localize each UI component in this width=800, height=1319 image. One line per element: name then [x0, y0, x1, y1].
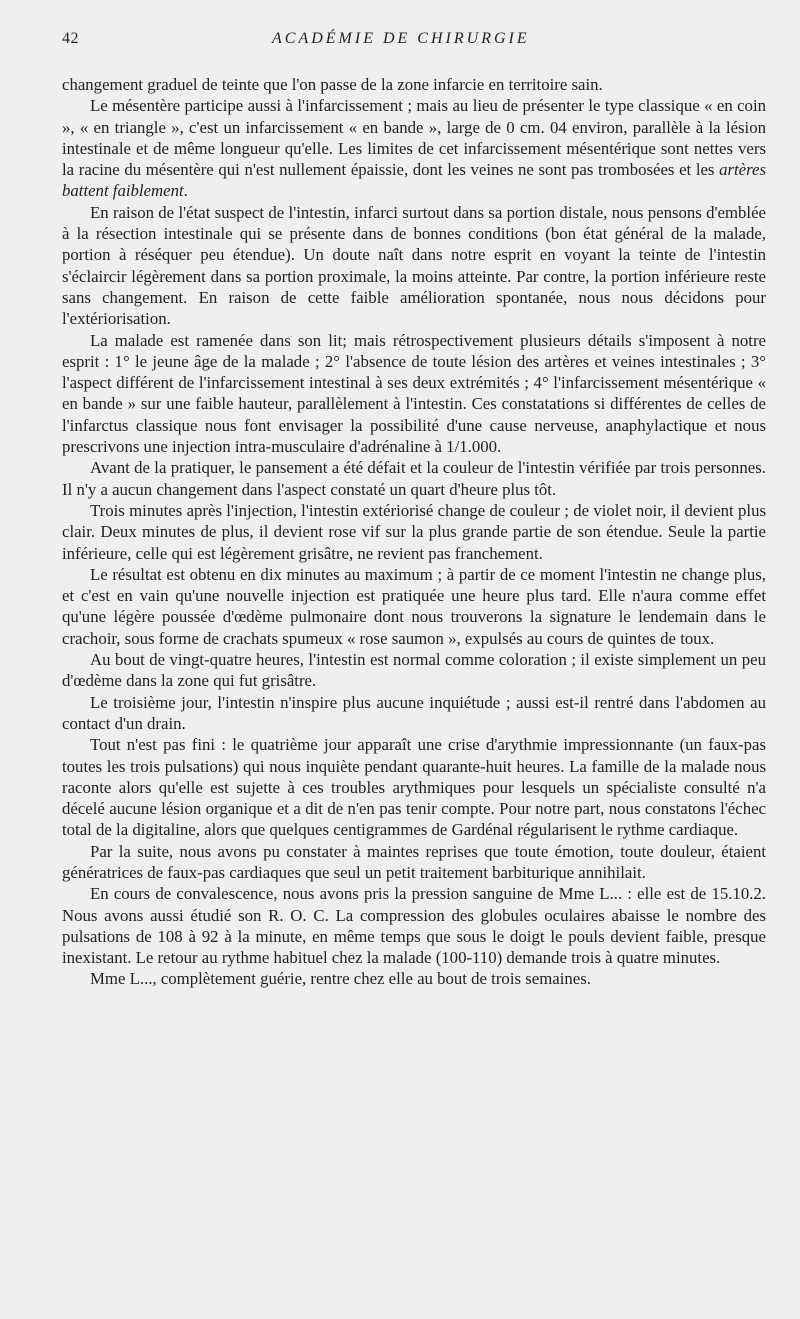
paragraph-text: Au bout de vingt-quatre heures, l'intestin est normal comme coloration ; il existe simplement un peu d'œdème dans la zone qui fut grisâtre.	[62, 650, 766, 691]
document-body	[62, 74, 766, 990]
paragraph-7	[62, 564, 766, 649]
paragraph-text: Tout n'est pas fini : le quatrième jour apparaît une crise d'arythmie impressionnante (un faux-pas toutes les trois pulsations) qui nous inquiète pendant quarante-huit heures. La famille de la malade nous raconte alors qu'elle est sujette à ces troubles arythmiques pour lesquels un spécialiste consulté n'a décelé aucune lésion organique et a dit de n'en pas tenir compte. Pour notre part, nous constatons l'échec total de la digitaline, alors que quelques centigrammes de Gardénal régularisent le rythme cardiaque.	[62, 735, 766, 840]
paragraph-text: En cours de convalescence, nous avons pris la pression sanguine de Mme L... : elle est de 15.10.2. Nous avons aussi étudié son R. O. C. La compression des globules oculaires abaisse le nombre des pulsations de 108 à 92 à la minute, en même temps que sous le doigt le pouls devient faible, presque inexistant. Le retour au rythme habituel chez la malade (100-110) demande trois à quatre minutes.	[62, 884, 766, 968]
paragraph-11	[62, 841, 766, 884]
paragraph-2	[62, 95, 766, 201]
paragraph-5	[62, 457, 766, 500]
paragraph-4	[62, 330, 766, 458]
paragraph-text: Trois minutes après l'injection, l'intestin extériorisé change de couleur ; de violet noir, il devient plus clair. Deux minutes de plus, il devient rose vif sur la plus grande partie de son étendue. Seule la partie inférieure, celle qui est légèrement grisâtre, ne revient pas franchement.	[62, 500, 766, 563]
page-header	[62, 30, 760, 60]
paragraph-10	[62, 734, 766, 840]
paragraph-8	[62, 649, 766, 692]
page-number: 42	[62, 30, 79, 47]
paragraph-text: Avant de la pratiquer, le pansement a été défait et la couleur de l'intestin vérifiée par trois personnes. Il n'y a aucun changement dans l'aspect constaté un quart d'heure plus tôt.	[62, 458, 766, 499]
paragraph-emphasis: artères battent faiblement	[62, 160, 766, 201]
paragraph-text: Le troisième jour, l'intestin n'inspire plus aucune inquiétude ; aussi est-il rentré dans l'abdomen au contact d'un drain.	[62, 692, 766, 733]
paragraph-9	[62, 692, 766, 735]
paragraph-text: En raison de l'état suspect de l'intestin, infarci surtout dans sa portion distale, nous pensons d'emblée à la résection intestinale qui se présente dans de bonnes conditions (bon état général de la malade, portion à réséquer peu étendue). Un doute naît dans notre esprit en voyant la teinte de l'intestin s'éclaircir légèrement dans sa portion proximale, la moins atteinte. Par contre, la portion inférieure reste sans changement. En raison de cette faible amélioration spontanée, nous nous décidons pour l'extériorisation.	[62, 202, 766, 329]
paragraph-text: Le mésentère participe aussi à l'infarcissement ; mais au lieu de présenter le type classique « en coin », « en triangle », c'est un infarcissement « en bande », large de 0 cm. 04 environ, parallèle à la lésion intestinale et de même longueur qu'elle. Les limites de cet infarcissement mésentérique sont nettes vers la racine du mésentère qui n'est nullement épaissie, dont les veines ne sont pas trombosées et les	[62, 96, 766, 180]
paragraph-tail: .	[183, 181, 188, 201]
paragraph-6	[62, 500, 766, 564]
paragraph-text: Par la suite, nous avons pu constater à maintes reprises que toute émotion, toute douleur, étaient génératrices de faux-pas cardiaques que seul un petit traitement barbiturique annihilait.	[62, 841, 766, 882]
paragraph-text: Le résultat est obtenu en dix minutes au maximum ; à partir de ce moment l'intestin ne change plus, et c'est en vain qu'une nouvelle injection est pratiquée une heure plus tard. Elle n'aura comme effet qu'une légère poussée d'œdème pulmonaire dont nous trouverons la signature le lendemain dans le crachoir, sous forme de crachats spumeux « rose saumon », expulsés au cours de quintes de toux.	[62, 564, 766, 648]
paragraph-12	[62, 883, 766, 968]
paragraph-text: Mme L..., complètement guérie, rentre chez elle au bout de trois semaines.	[90, 969, 591, 989]
paragraph-1	[62, 74, 766, 95]
paragraph-3	[62, 202, 766, 330]
paragraph-text: changement graduel de teinte que l'on passe de la zone infarcie en territoire sain.	[62, 75, 603, 94]
paragraph-text: La malade est ramenée dans son lit; mais rétrospectivement plusieurs détails s'imposent à notre esprit : 1° le jeune âge de la malade ; 2° l'absence de toute lésion des artères et veines intestinales ; 3° l'aspect différent de l'infarcissement intestinal à ses deux extrémités ; 4° l'infarcissement mésentérique « en bande » sur une faible hauteur, parallèlement à l'intestin. Ces constatations si différentes de celles de l'infarctus classique nous font envisager la possibilité d'une cause nerveuse, anaphylactique et nous prescrivons une injection intra-musculaire d'adrénaline à 1/1.000.	[62, 330, 766, 457]
paragraph-13	[62, 968, 766, 989]
running-title: ACADÉMIE DE CHIRURGIE	[272, 30, 530, 47]
